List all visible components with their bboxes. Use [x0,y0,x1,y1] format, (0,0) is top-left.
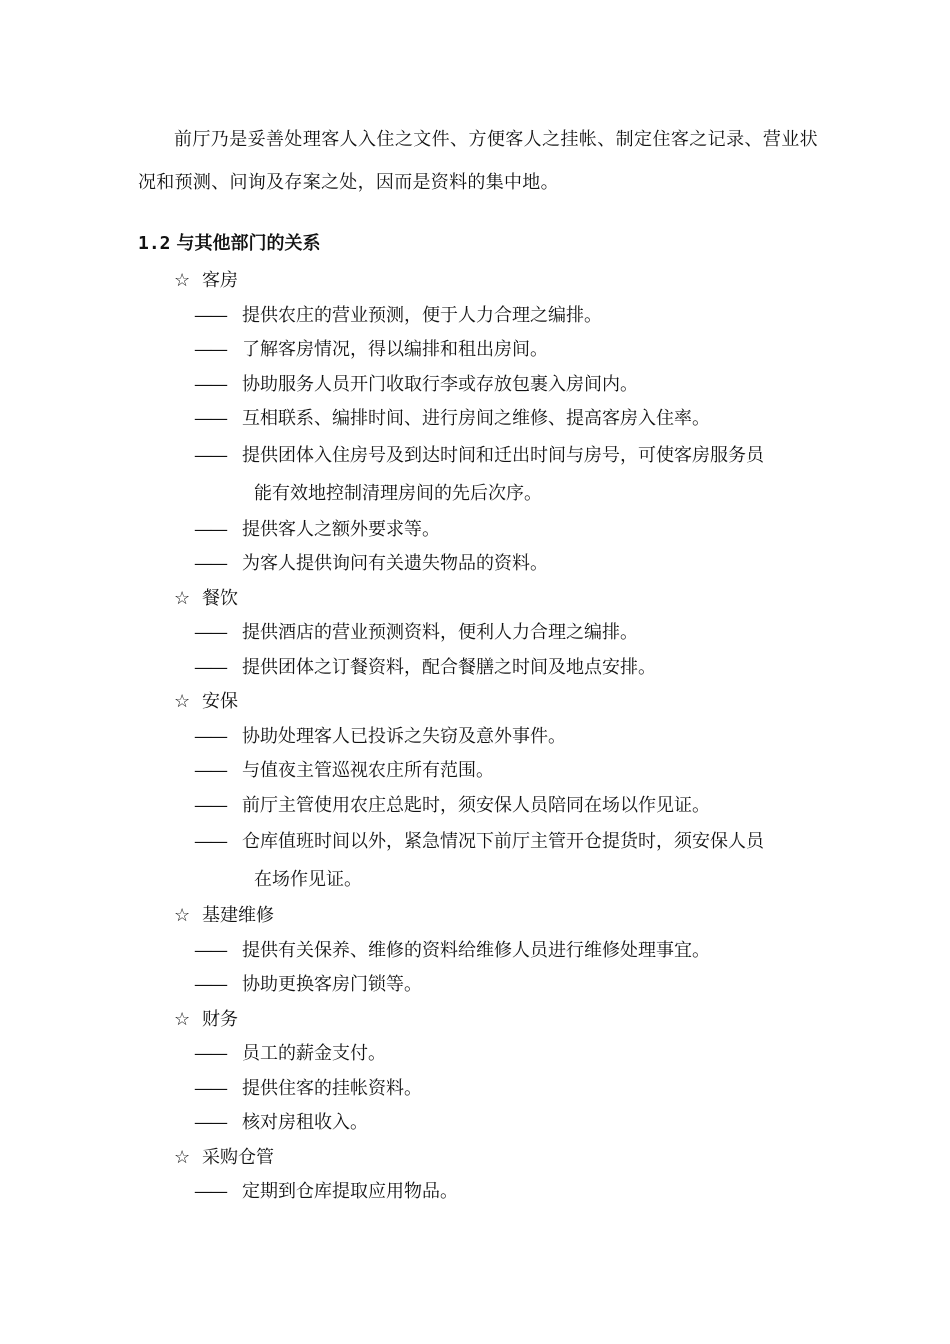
list-item [194,754,818,789]
dash-bullet: —— [194,831,226,852]
list-item-text: 了解客房情况，得以编排和租出房间。 [242,339,548,360]
intro-paragraph [138,118,818,204]
list-item [194,368,818,403]
list-item [194,333,818,368]
star-bullet-icon: ☆ [174,270,191,291]
list-item-text: 提供团体入住房号及到达时间和迁出时间与房号，可使客房服务员 [242,444,764,466]
list-item [194,1175,818,1210]
list-item-text: 协助更换客房门锁等。 [242,974,422,995]
star-bullet-icon: ☆ [174,691,191,712]
list-item [194,402,818,437]
category-name: 基建维修 [202,905,274,926]
category-heading [174,1141,950,1176]
list-item-text: 定期到仓库提取应用物品。 [242,1181,458,1202]
list-item [194,437,818,513]
list-item [194,513,818,548]
list-item-text: 互相联系、编排时间、进行房间之维修、提高客房入住率。 [242,408,710,429]
star-bullet-icon: ☆ [174,587,191,609]
list-item-text: 提供农庄的营业预测，便于人力合理之编排。 [242,304,602,326]
list-item-text: 提供酒店的营业预测资料，便利人力合理之编排。 [242,622,638,643]
dash-bullet: —— [194,1112,226,1133]
list-item [194,299,818,334]
category-name: 采购仓管 [202,1146,274,1168]
list-item-continuation: 在场作见证。 [254,869,362,890]
dash-bullet: —— [194,1181,226,1202]
section-heading [138,230,321,258]
star-bullet-icon: ☆ [174,1146,191,1168]
category-heading [174,1003,950,1038]
category-name: 餐饮 [202,587,238,609]
category-name: 财务 [202,1008,238,1030]
dash-bullet: —— [194,794,226,816]
list-item [194,934,818,969]
list-item-text: 仓库值班时间以外，紧急情况下前厅主管开仓提货时，须安保人员 [242,831,764,852]
star-bullet-icon: ☆ [174,1008,191,1030]
list-item [194,789,818,824]
star-bullet-icon: ☆ [174,905,191,926]
list-item [194,968,818,1003]
list-item-text: 前厅主管使用农庄总匙时，须安保人员陪同在场以作见证。 [242,794,710,816]
intro-line: 业状况和预测、问询及存案之处，因而是资料的集中地。 [138,129,818,193]
list-item-text: 提供有关保养、维修的资料给维修人员进行维修处理事宜。 [242,939,710,961]
dash-bullet: —— [194,304,226,326]
dash-bullet: —— [194,518,226,540]
category-heading [174,685,950,720]
list-item-text: 提供住客的挂帐资料。 [242,1077,422,1099]
dash-bullet: —— [194,974,226,995]
intro-line: 前厅乃是妥善处理客人入住之文件、方便客人之挂帐、制定住客之记录、营 [174,129,782,150]
list-item [194,616,818,651]
list-item-text: 提供团体之订餐资料，配合餐膳之时间及地点安排。 [242,656,656,678]
dash-bullet: —— [194,622,226,643]
list-item [194,720,818,755]
category-heading [174,899,950,934]
list-item-text: 员工的薪金支付。 [242,1043,386,1064]
dash-bullet: —— [194,373,226,395]
dash-bullet: —— [194,939,226,961]
dash-bullet: —— [194,1077,226,1099]
dash-bullet: —— [194,725,226,747]
section-number: 1.2 [138,233,171,254]
list-item-text: 协助处理客人已投诉之失窃及意外事件。 [242,725,566,747]
list-item [194,1072,818,1107]
dash-bullet: —— [194,656,226,678]
category-name: 安保 [202,691,238,712]
dash-bullet: —— [194,444,226,466]
dash-bullet: —— [194,553,226,574]
list-item [194,823,818,899]
list-item-text: 协助服务人员开门收取行李或存放包裹入房间内。 [242,373,638,395]
category-name: 客房 [202,270,238,291]
category-heading [174,582,950,617]
dash-bullet: —— [194,1043,226,1064]
relations-list [0,264,950,1210]
list-item-text: 提供客人之额外要求等。 [242,518,440,540]
list-item [194,651,818,686]
list-item-text: 为客人提供询问有关遗失物品的资料。 [242,553,548,574]
dash-bullet: —— [194,760,226,781]
list-item-text: 核对房租收入。 [242,1112,368,1133]
category-heading [174,264,950,299]
dash-bullet: —— [194,408,226,429]
dash-bullet: —— [194,339,226,360]
list-item-text: 与值夜主管巡视农庄所有范围。 [242,760,494,781]
list-item [194,1037,818,1072]
list-item [194,547,818,582]
list-item [194,1106,818,1141]
list-item-continuation: 能有效地控制清理房间的先后次序。 [254,482,542,504]
section-title: 与其他部门的关系 [176,233,321,254]
